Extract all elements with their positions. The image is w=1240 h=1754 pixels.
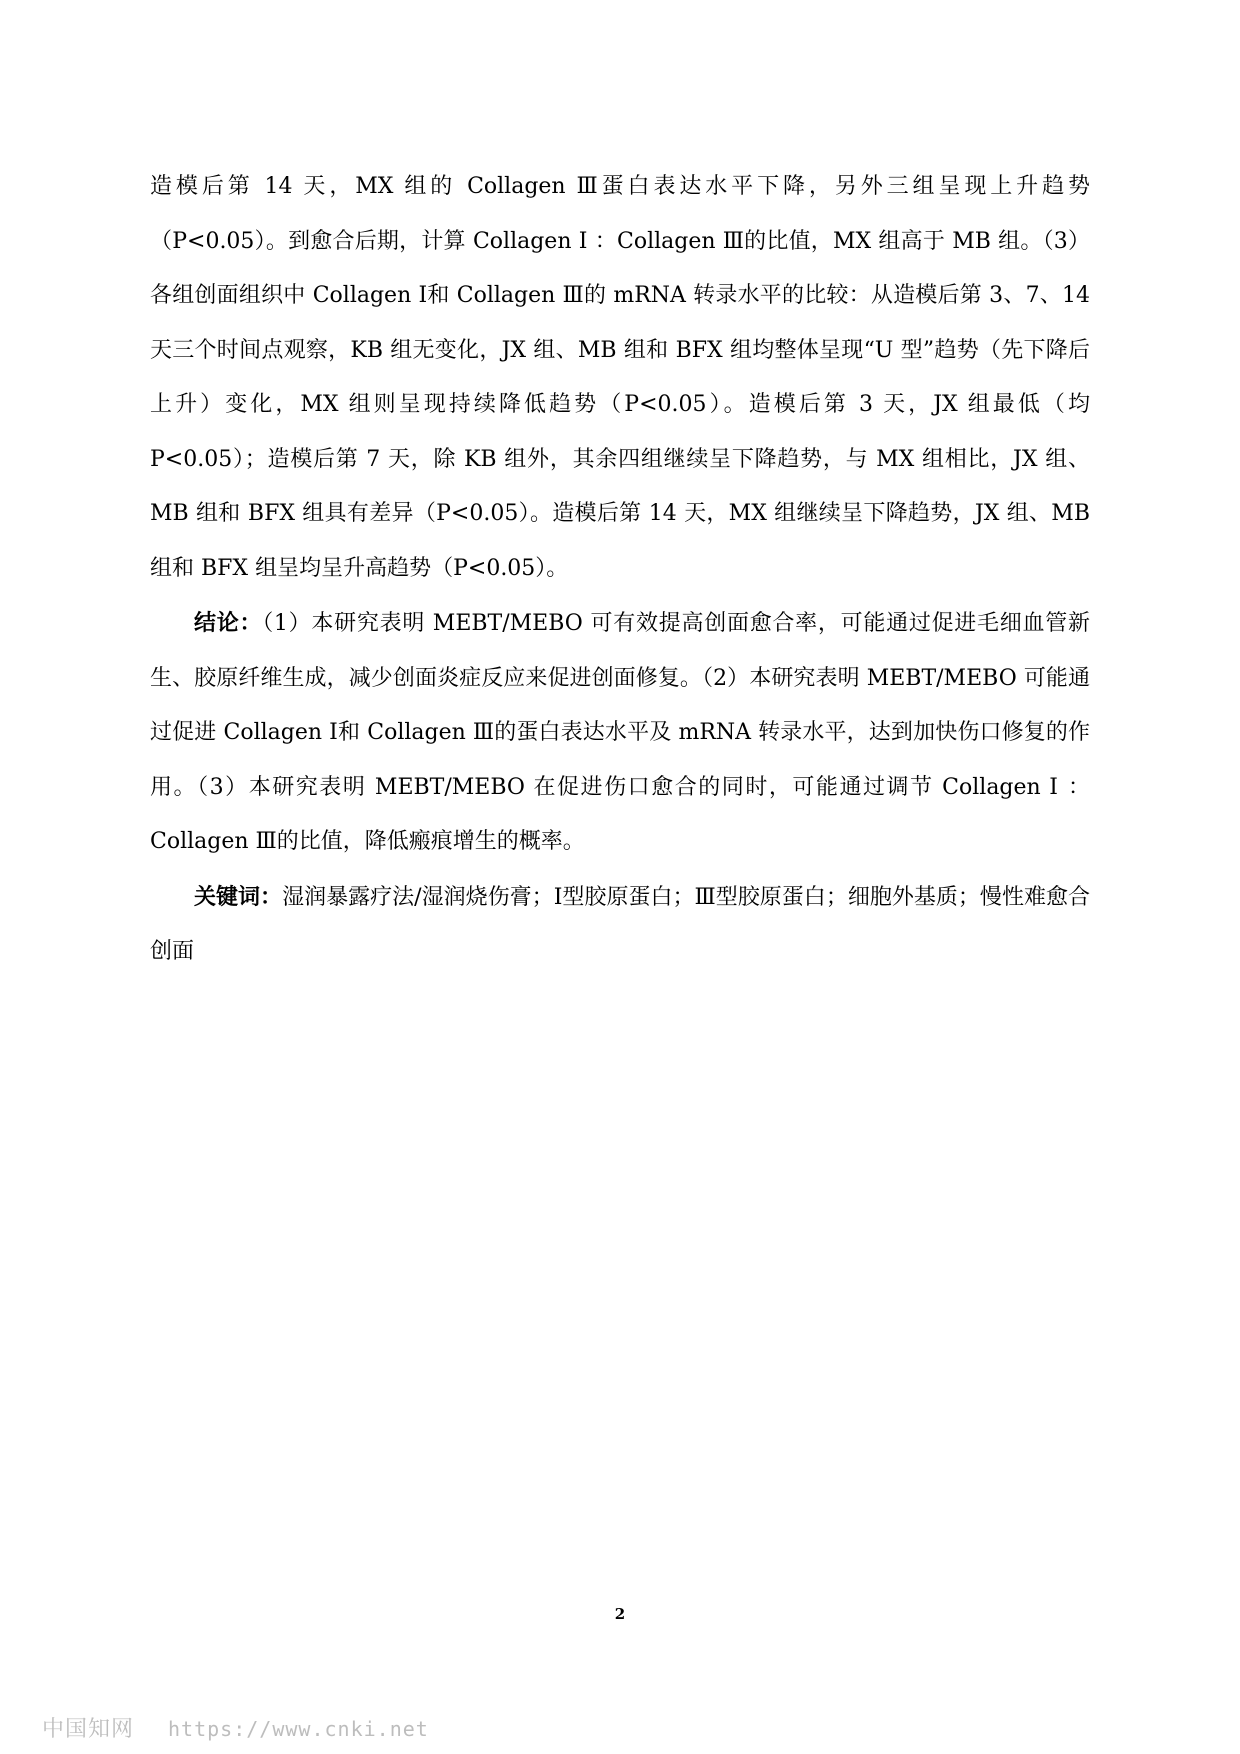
paragraph-conclusion (150, 596, 1090, 870)
keywords-label: 关键词： (194, 883, 283, 910)
keywords-text: 湿润暴露疗法/湿润烧伤膏；Ⅰ型胶原蛋白；Ⅲ型胶原蛋白；细胞外基质；慢性难愈合创面 (150, 884, 1090, 964)
conclusion-text: （1）本研究表明 MEBT/MEBO 可有效提高创面愈合率，可能通过促进毛细血管新生、胶原纤维生成，减少创面炎症反应来促进创面修复。（2）本研究表明 MEBT/MEBO 可能通过促进 Collagen Ⅰ和 Collagen Ⅲ的蛋白表达水平及 mRNA 转录水平，达到加快伤口修复的作用。（3）本研究表明 MEBT/MEBO 在促进伤口愈合的同时，可能通过调节 Collagen Ⅰ ：Collagen Ⅲ的比值，降低瘢痕增生的概率。 (150, 611, 1090, 854)
conclusion-label: 结论： (194, 610, 263, 636)
footer-watermark (42, 1712, 429, 1743)
footer-site-name: 中国知网 (42, 1717, 135, 1742)
paragraph-keywords (150, 870, 1090, 980)
paragraph-results (150, 160, 1090, 596)
paragraph-results-text: 造模后第 14 天，MX 组的 Collagen Ⅲ蛋白表达水平下降，另外三组呈现上升趋势（P<0.05）。到愈合后期，计算 Collagen Ⅰ ：Collagen Ⅲ的比值，MX 组高于 MB 组。（3）各组创面组织中 Collagen Ⅰ和 Collagen Ⅲ的 mRNA 转录水平的比较：从造模后第 3、7、14 天三个时间点观察，KB 组无变化，JX 组、MB 组和 BFX 组均整体呈现“U 型”趋势（先下降后上升）变化，MX 组则呈现持续降低趋势（P<0.05）。造模后第 3 天，JX 组最低（均 P<0.05）；造模后第 7 天，除 KB 组外，其余四组继续呈下降趋势，与 MX 组相比，JX 组、MB 组和 BFX 组具有差异（P<0.05）。造模后第 14 天，MX 组继续呈下降趋势，JX 组、MB 组和 BFX 组呈均呈升高趋势（P<0.05）。 (150, 174, 1090, 581)
document-body (150, 160, 1090, 980)
footer-url: https://www.cnki.net (168, 1717, 429, 1741)
page-number: 2 (614, 1605, 626, 1623)
